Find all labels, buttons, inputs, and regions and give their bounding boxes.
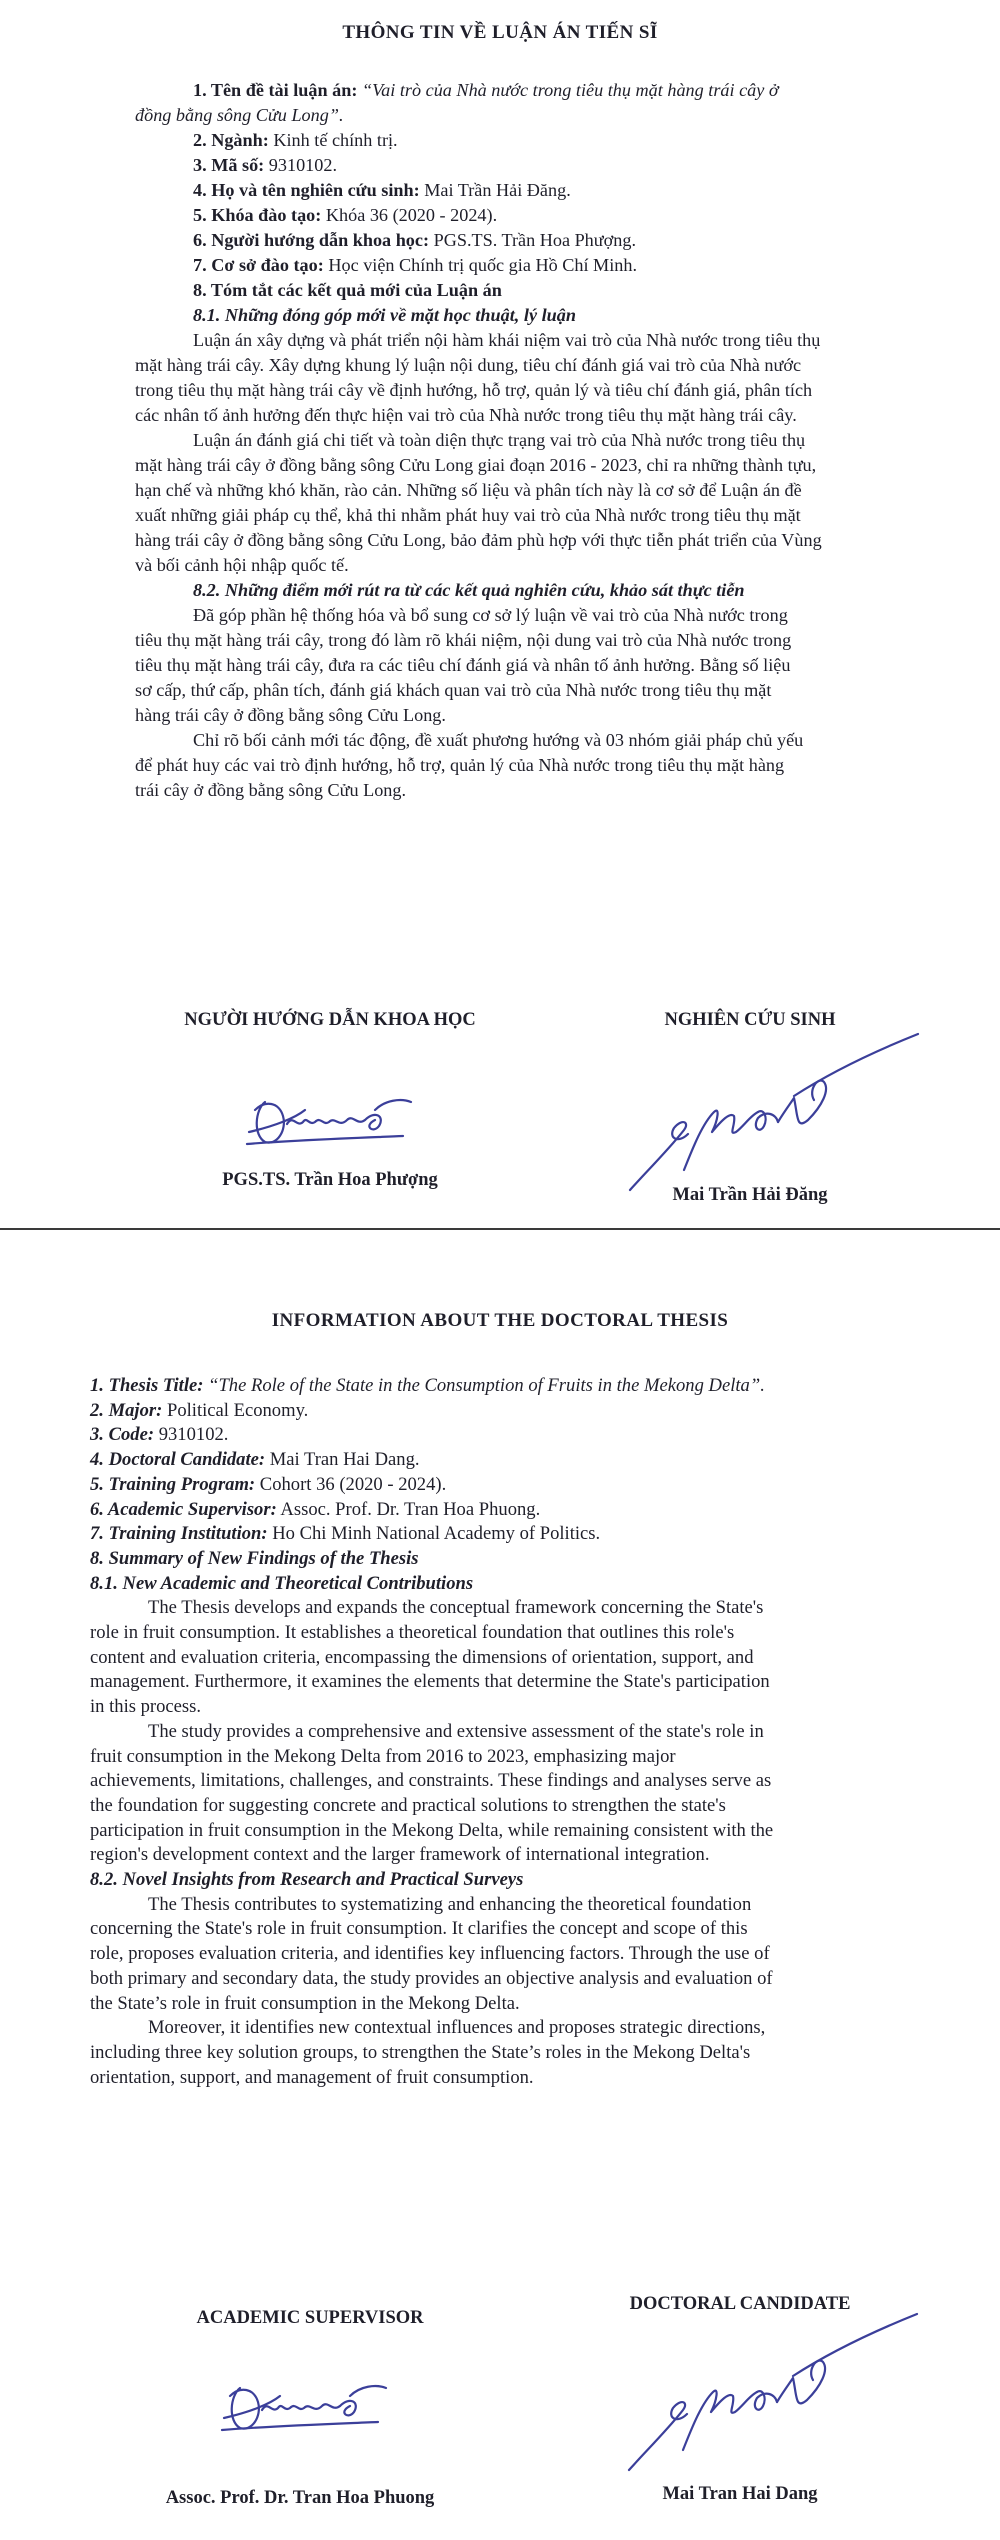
vn-p3-line: hàng trái cây ở đồng bằng sông Cửu Long. bbox=[135, 705, 446, 725]
en-candidate-heading: DOCTORAL CANDIDATE bbox=[629, 2294, 851, 2314]
en-p1-line: content and evaluation criteria, encompassing the dimensions of orientation, support, and bbox=[90, 1646, 754, 1668]
vn-p1-line: Luận án xây dựng và phát triển nội hàm khái niệm vai trò của Nhà nước trong tiêu thụ bbox=[193, 330, 821, 350]
en-p4-line: orientation, support, and management of fruit consumption. bbox=[90, 2066, 534, 2088]
en-p3-line: The Thesis contributes to systematizing and enhancing the theoretical foundation bbox=[148, 1893, 752, 1915]
vn-title: THÔNG TIN VỀ LUẬN ÁN TIẾN SĨ bbox=[342, 22, 658, 43]
en-p1-line: in this process. bbox=[90, 1696, 202, 1718]
section-divider bbox=[0, 1228, 1000, 1230]
en-candidate-line: 4. Doctoral Candidate: Mai Tran Hai Dang. bbox=[90, 1449, 420, 1471]
vn-p1-line: mặt hàng trái cây. Xây dựng khung lý luận nội dung, tiêu chí đánh giá vai trò của Nhà nước bbox=[135, 355, 802, 375]
vn-p1-line: các nhân tố ảnh hưởng đến thực hiện vai trò của Nhà nước trong tiêu thụ mặt hàng trái cây. bbox=[135, 405, 797, 425]
vn-supervisor-name: PGS.TS. Trần Hoa Phượng bbox=[222, 1170, 438, 1190]
en-p2-line: The study provides a comprehensive and extensive assessment of the state's role in bbox=[148, 1720, 764, 1742]
vn-supervisor-line: 6. Người hướng dẫn khoa học: PGS.TS. Trần Hoa Phượng. bbox=[193, 230, 636, 250]
vn-institution-line: 7. Cơ sở đào tạo: Học viện Chính trị quốc gia Hồ Chí Minh. bbox=[193, 255, 637, 275]
vn-supervisor-heading: NGƯỜI HƯỚNG DẪN KHOA HỌC bbox=[184, 1010, 476, 1030]
vn-p3-line: tiêu thụ mặt hàng trái cây, trong đó làm rõ khái niệm, nội dung vai trò của Nhà nước trong bbox=[135, 630, 792, 650]
vn-p2-line: và bối cảnh hội nhập quốc tế. bbox=[135, 555, 349, 575]
vn-p2-line: hạn chế và những khó khăn, rào cản. Những số liệu và phân tích này là cơ sở để Luận án đề bbox=[135, 480, 802, 500]
vn-p3-line: tiêu thụ mặt hàng trái cây, đưa ra các tiêu chí đánh giá và nhân tố ảnh hưởng. Bằng số liệu bbox=[135, 655, 791, 675]
vn-thesis-title-line: 1. Tên đề tài luận án: “Vai trò của Nhà nước trong tiêu thụ mặt hàng trái cây ở bbox=[193, 80, 779, 100]
en-institution-line: 7. Training Institution: Ho Chi Minh National Academy of Politics. bbox=[90, 1523, 601, 1545]
en-code-line: 3. Code: 9310102. bbox=[90, 1424, 229, 1446]
en-body bbox=[90, 1374, 970, 2090]
vn-section-8-1: 8.1. Những đóng góp mới về mặt học thuật, lý luận bbox=[193, 305, 576, 325]
en-p2-line: participation in fruit consumption in the Mekong Delta, while remaining consistent with the bbox=[90, 1819, 774, 1841]
en-major-line: 2. Major: Political Economy. bbox=[90, 1399, 309, 1421]
vn-summary-heading: 8. Tóm tắt các kết quả mới của Luận án bbox=[193, 280, 502, 300]
vn-section-8-2: 8.2. Những điểm mới rút ra từ các kết quả nghiên cứu, khảo sát thực tiễn bbox=[193, 580, 745, 600]
en-p3-line: role, proposes evaluation criteria, and identifies key influencing factors. Through the use of bbox=[90, 1943, 770, 1965]
vn-p2-line: mặt hàng trái cây ở đồng bằng sông Cửu Long giai đoạn 2016 - 2023, chỉ ra những thành tựu, bbox=[135, 455, 817, 475]
en-supervisor-name: Assoc. Prof. Dr. Tran Hoa Phuong bbox=[165, 2488, 435, 2508]
english-section bbox=[0, 1234, 1000, 2540]
vn-p1-line: trong tiêu thụ mặt hàng trái cây về định hướng, hỗ trợ, quản lý và tiêu chí đánh giá, phân tích bbox=[135, 380, 813, 400]
en-p2-line: the foundation for suggesting concrete and practical solutions to strengthen the state's bbox=[90, 1794, 726, 1816]
en-p3-line: the State’s role in fruit consumption in the Mekong Delta. bbox=[90, 1992, 520, 2014]
en-section-8-1: 8.1. New Academic and Theoretical Contributions bbox=[90, 1572, 474, 1594]
en-p2-line: fruit consumption in the Mekong Delta from 2016 to 2023, emphasizing major bbox=[90, 1745, 676, 1767]
vn-p2-line: Luận án đánh giá chi tiết và toàn diện thực trạng vai trò của Nhà nước trong tiêu thụ bbox=[193, 430, 806, 450]
vn-code-line: 3. Mã số: 9310102. bbox=[193, 155, 337, 175]
signature-candidate-en bbox=[612, 2300, 942, 2490]
vn-p4-line: để phát huy các vai trò định hướng, hỗ trợ, quản lý của Nhà nước trong tiêu thụ mặt hàng bbox=[135, 755, 785, 775]
en-title: INFORMATION ABOUT THE DOCTORAL THESIS bbox=[271, 1310, 729, 1331]
en-candidate-name: Mai Tran Hai Dang bbox=[662, 2484, 818, 2504]
en-p1-line: role in fruit consumption. It establishes a theoretical foundation that outlines this role's bbox=[90, 1622, 735, 1644]
vn-p4-line: Chỉ rõ bối cảnh mới tác động, đề xuất phương hướng và 03 nhóm giải pháp chủ yếu bbox=[193, 730, 804, 750]
en-p1-line: management. Furthermore, it examines the elements that determine the State's participation bbox=[90, 1671, 770, 1693]
en-thesis-title-line: 1. Thesis Title: “The Role of the State in the Consumption of Fruits in the Mekong Delta”. bbox=[90, 1375, 765, 1396]
vietnamese-section bbox=[0, 0, 1000, 1228]
en-p1-line: The Thesis develops and expands the conceptual framework concerning the State's bbox=[148, 1597, 764, 1619]
vn-candidate-name: Mai Trần Hải Đăng bbox=[672, 1185, 828, 1205]
en-supervisor-line: 6. Academic Supervisor: Assoc. Prof. Dr. Tran Hoa Phuong. bbox=[90, 1498, 541, 1520]
vn-candidate-heading: NGHIÊN CỨU SINH bbox=[664, 1010, 836, 1030]
vn-p3-line: sơ cấp, thứ cấp, phân tích, đánh giá khách quan vai trò của Nhà nước trong tiêu thụ mặt bbox=[135, 680, 772, 700]
en-p4-line: including three key solution groups, to strengthen the State’s roles in the Mekong Delta's bbox=[90, 2041, 751, 2063]
signature-supervisor-en bbox=[210, 2366, 410, 2446]
en-p3-line: both primary and secondary data, the study provides an objective analysis and evaluation of bbox=[90, 1967, 773, 1989]
en-p2-line: region's development context and the larger framework of international integration. bbox=[90, 1844, 710, 1866]
vn-p3-line: Đã góp phần hệ thống hóa và bổ sung cơ sở lý luận về vai trò của Nhà nước trong bbox=[193, 605, 788, 625]
en-program-line: 5. Training Program: Cohort 36 (2020 - 2024). bbox=[90, 1473, 447, 1495]
en-p3-line: concerning the State's role in fruit consumption. It clarifies the concept and scope of this bbox=[90, 1918, 748, 1940]
vn-p2-line: xuất những giải pháp cụ thể, khả thi nhằm phát huy vai trò của Nhà nước trong tiêu thụ mặt bbox=[135, 505, 801, 525]
en-p4-line: Moreover, it identifies new contextual influences and proposes strategic directions, bbox=[148, 2017, 766, 2039]
vn-body bbox=[135, 78, 965, 803]
en-summary-heading: 8. Summary of New Findings of the Thesis bbox=[90, 1547, 419, 1569]
en-supervisor-heading: ACADEMIC SUPERVISOR bbox=[196, 2308, 424, 2328]
vn-major-line: 2. Ngành: Kinh tế chính trị. bbox=[193, 130, 398, 150]
en-p2-line: achievements, limitations, challenges, and constraints. These findings and analyses serve as bbox=[90, 1770, 772, 1792]
signature-supervisor-vn bbox=[235, 1080, 435, 1160]
vn-program-line: 5. Khóa đào tạo: Khóa 36 (2020 - 2024). bbox=[193, 205, 498, 225]
en-section-8-2: 8.2. Novel Insights from Research and Practical Surveys bbox=[90, 1869, 524, 1891]
vn-thesis-title-cont: đồng bằng sông Cửu Long”. bbox=[135, 105, 344, 125]
signature-candidate-vn bbox=[618, 1020, 938, 1210]
vn-p4-line: trái cây ở đồng bằng sông Cửu Long. bbox=[135, 780, 407, 800]
vn-p2-line: hàng trái cây ở đồng bằng sông Cửu Long, bảo đảm phù hợp với thực tiễn phát triển của Vùng bbox=[135, 530, 822, 550]
vn-candidate-line: 4. Họ và tên nghiên cứu sinh: Mai Trần Hải Đăng. bbox=[193, 180, 571, 200]
